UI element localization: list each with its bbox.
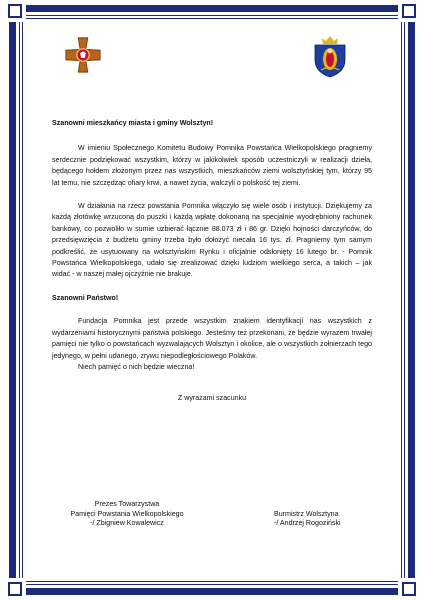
paragraph-donations: W działania na rzecz powstania Pomnika włączyło się wiele osób i instytucji. Dziękujemy za każdą złotówkę wrzuconą do puszki i każdą wpłatę dokonaną na specjalnie wyodrębniony rachunek bankowy, co pozwoliło w sumie uzbierać łącznie 88.073 zł i 86 gr. Dzięki hojności darczyńców, do przedsięwzięcia z budżetu gminy trzeba było dołożyć niecała 16 tys. zł. Pragniemy tym samym podkreślić, że usytuowany na wolsztyńskim Rynku i oficjalnie odsłonięty 16 lutego br. - Pomnik Powstańca Wielkopolskiego, udało się zrealizować dzięki ludziom wielkiego serca, a takich – jak widać - w naszej małej ojczyźnie nie brakuje.: [52, 202, 372, 279]
frame-corner-ornament: [398, 578, 420, 600]
second-heading: Szanowni Państwo!: [52, 293, 119, 302]
wolsztyn-coat-of-arms-icon: [312, 34, 348, 78]
insurgent-cross-icon: [64, 36, 102, 74]
signature-right: [274, 510, 384, 529]
signature-right-name: -/ Andrzej Rogoziński: [274, 519, 341, 528]
paragraph-thanks: W imieniu Społecznego Komitetu Budowy Pomnika Powstańca Wielkopolskiego pragniemy serdecznie podziękować wszystkim, którzy w jakikolwiek sposób uczestniczyli w realizacji dzieła, będącego hołdem złożonym przez nas wszystkich, mieszkańców ziemi wolsztyńskiej tym, którzy 95 lat temu, nie szczędząc ofiary krwi, a nawet życia, walczyli o polskość tej ziemi.: [52, 144, 372, 187]
motto-line: Niech pamięć o nich będzie wieczna!: [78, 362, 195, 371]
frame-corner-ornament: [4, 578, 26, 600]
signature-left: [52, 500, 202, 529]
greeting-heading: Szanowni mieszkańcy miasta i gminy Wolsztyn!: [52, 119, 214, 127]
signature-right-title: Burmistrz Wolsztyna: [274, 509, 339, 518]
signature-left-name: -/ Zbigniew Kowalewicz: [90, 519, 164, 528]
frame-corner-ornament: [398, 0, 420, 22]
paragraph-foundation: Fundacja Pomnika jest przede wszystkim znakiem identyfikacji nas wszystkich z wydarzeniami historycznymi państwa polskiego. Jesteśmy też przekonani, że będzie wyrazem trwałej pamięci nie tylko o powstańcach wyzwalających Wolsztyn i okolice, ale o wszystkich żołnierzach tego jedynego, w pełni udanego, zrywu niepodległościowego Polaków.: [52, 317, 372, 360]
closing-line: Z wyrazami szacunku: [177, 394, 247, 403]
frame-corner-ornament: [4, 0, 26, 22]
signature-left-title: Prezes Towarzystwa: [94, 500, 160, 508]
letter-body: [52, 118, 372, 405]
signature-left-organization: Pamięci Powstania Wielkopolskiego: [70, 509, 184, 518]
